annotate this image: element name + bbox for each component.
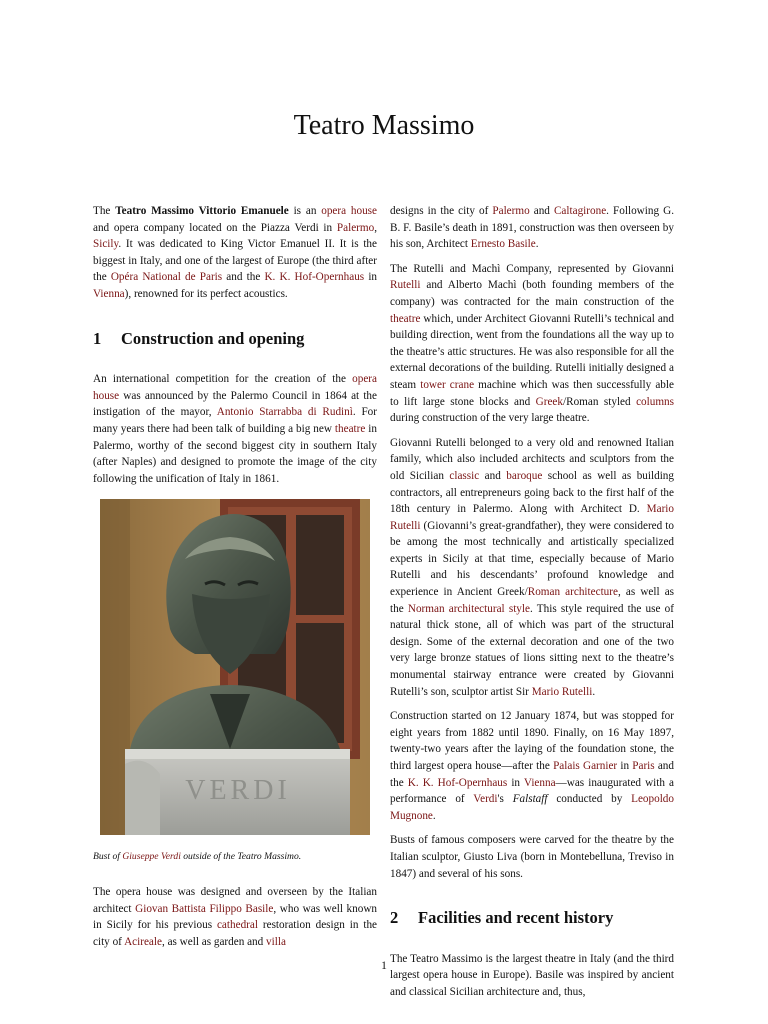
link-mario-rutelli-sculptor[interactable]: Mario Rutelli xyxy=(531,685,593,698)
section-heading-construction xyxy=(93,328,377,348)
section-heading-facilities xyxy=(390,910,674,927)
link-paris[interactable]: Paris xyxy=(632,760,655,772)
intro-paragraph: The Teatro Massimo Vittorio Emanuele is an opera house and opera company located on the Piazza Verdi in Palermo, Sicily. It was dedicated to King Victor Emanuel II. It is the biggest in Italy, and one of the largest of Europe (the third after the Opéra National de Paris and the K. K. Hof-Opernhaus in Vienna), renowned for its perfect acoustics. xyxy=(93,205,378,300)
link-caltagirone[interactable]: Caltagirone xyxy=(553,205,607,217)
designed-paragraph-continued: designs in the city of Palermo and Caltagirone. Following G. B. F. Basile’s death in 1891, construction was then overseen by his son, Architect Ernesto Basile. xyxy=(390,205,674,251)
link-giuseppe-verdi[interactable]: Giuseppe Verdi xyxy=(122,851,181,863)
link-hof-opernhaus[interactable]: K. K. Hof-Opernhaus xyxy=(264,271,365,284)
link-roman-architecture[interactable]: Roman architecture xyxy=(527,586,618,599)
link-vienna[interactable]: Vienna xyxy=(93,287,125,300)
link-basile[interactable]: Giovan Battista Filippo Basile xyxy=(135,902,274,915)
link-classic[interactable]: classic xyxy=(449,469,480,482)
designed-paragraph: The opera house was designed and overseen by the Italian architect Giovan Battista Filippo Basile, who was well known in Sicily for his previous cathedral restoration design in the city of Acireale, as well as garden and villa xyxy=(93,885,378,948)
link-theatre[interactable]: theatre xyxy=(390,312,421,325)
link-verdi[interactable]: Verdi xyxy=(473,793,498,806)
figure-caption: Bust of Giuseppe Verdi outside of the Teatro Massimo. xyxy=(93,851,302,863)
link-sicily[interactable]: Sicily xyxy=(93,238,119,251)
bold-term: Teatro Massimo Vittorio Emanuele xyxy=(115,205,289,217)
link-opera-house[interactable]: opera house xyxy=(321,205,377,217)
section-number: 2 xyxy=(390,908,399,928)
section-number: 1 xyxy=(93,328,102,348)
link-villa[interactable]: villa xyxy=(266,935,286,948)
competition-paragraph: An international competition for the creation of the opera house was announced by the Palermo Council in 1864 at the instigation of the mayor, Antonio Starrabba di Rudinì. For many years there had been talk of building a big new theatre in Palermo, worthy of the second biggest city in southern Italy (after Naples) and designed to promote the image of the city following the unification of Italy in 1861. xyxy=(93,373,378,485)
link-opera-national-paris[interactable]: Opéra National de Paris xyxy=(110,271,223,284)
link-ernesto-basile[interactable]: Ernesto Basile xyxy=(470,238,536,251)
link-palermo[interactable]: Palermo xyxy=(492,205,530,217)
link-theatre[interactable]: theatre xyxy=(334,422,366,435)
link-mario-rutelli[interactable]: Mario Rutelli xyxy=(390,503,674,532)
link-palermo[interactable]: Palermo xyxy=(336,221,375,234)
page-title: Teatro Massimo xyxy=(293,110,475,141)
link-rutelli[interactable]: Rutelli xyxy=(390,279,421,292)
link-columns[interactable]: columns xyxy=(636,395,674,408)
rutelli-paragraph: The Rutelli and Machì Company, represented by Giovanni Rutelli and Alberto Machì (both founding members of the company) was contracted for the main construction of the theatre which, under Architect Giovanni Rutelli’s technical and building direction, went from the foundations all the way up to the theatre’s attic structures. He was also responsible for all the external decorations of the building. Rutelli initially designed a steam tower crane machine which was then successfully able to lift large stone blocks and Greek/Roman styled columns during construction of the very large theatre. xyxy=(390,262,674,425)
link-greek[interactable]: Greek xyxy=(535,395,563,408)
section-title: Facilities and recent history xyxy=(418,908,614,928)
bust-inscription: VERDI xyxy=(185,775,291,807)
busts-paragraph: Busts of famous composers were carved for the theatre by the Italian sculptor, Giusto Liva (born in Montebelluna, Treviso in 1847) and several of his sons. xyxy=(390,834,674,880)
link-leopoldo-mugnone[interactable]: Leopoldo Mugnone xyxy=(390,793,674,822)
link-tower-crane[interactable]: tower crane xyxy=(420,378,475,391)
link-acireale[interactable]: Acireale xyxy=(124,935,162,948)
page-number: 1 xyxy=(381,960,387,972)
verdi-bust-image xyxy=(100,499,370,835)
link-opera-house[interactable]: opera house xyxy=(93,373,377,402)
family-paragraph: Giovanni Rutelli belonged to a very old and renowned Italian family, which also included architects and sculptors from the old Sicilian classic and baroque school as well as building contractors, all entrepreneurs going back to the first half of the 18th century in Palermo. Along with Architect D. Mario Rutelli (Giovanni’s great-grandfather), they were considered to be among the most technically and artistically specialized experts in Sicily at that time, especially because of Mario Rutelli and his descendants’ profound knowledge and experience in Ancient Greek/Roman architecture, as well as the Norman architectural style. This style required the use of natural thick stone, all of which was part of the structural design. Some of the external decoration and one of the two very large bronze statues of lions sitting next to the theatre’s monumental stairway entrance were created by Giovanni Rutelli’s son, sculptor artist Sir Mario Rutelli. xyxy=(390,436,675,698)
verdi-bust-photo xyxy=(100,499,370,835)
link-norman-architecture[interactable]: Norman architectural style xyxy=(407,602,530,615)
opera-title: Falstaff xyxy=(512,793,548,806)
section-title: Construction and opening xyxy=(121,328,305,348)
left-column xyxy=(93,203,377,958)
right-column xyxy=(390,203,674,1009)
link-antonio-starrabba[interactable]: Antonio Starrabba di Rudinì xyxy=(216,406,353,419)
link-hof-opernhaus[interactable]: K. K. Hof-Opernhaus xyxy=(407,776,508,789)
facilities-paragraph: The Teatro Massimo is the largest theatre in Italy (and the third largest opera house in Europe). Basile was inspired by ancient and classical Sicilian architecture and, thus, xyxy=(390,952,674,998)
link-palais-garnier[interactable]: Palais Garnier xyxy=(553,760,618,772)
link-vienna[interactable]: Vienna xyxy=(523,776,556,789)
link-baroque[interactable]: baroque xyxy=(506,469,543,482)
link-cathedral[interactable]: cathedral xyxy=(216,919,258,932)
construction-started-paragraph: Construction started on 12 January 1874, but was stopped for eight years from 1882 until 1890. Finally, on 16 May 1897, twenty-two years after the laying of the foundation stone, the third largest opera house—after the Palais Garnier in Paris and the K. K. Hof-Opernhaus in Vienna—was inaugurated with a performance of Verdi's Falstaff conducted by Leopoldo Mugnone. xyxy=(390,710,675,822)
